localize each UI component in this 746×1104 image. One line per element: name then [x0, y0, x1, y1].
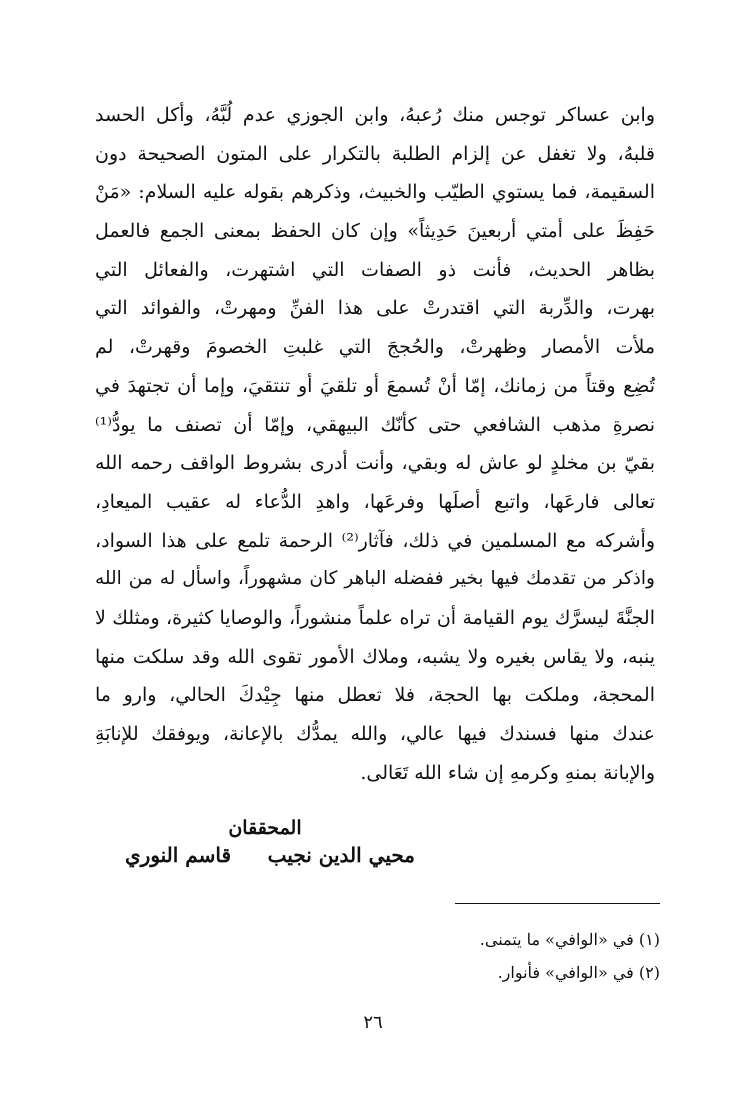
footnote-divider [455, 903, 660, 904]
text-line: بقيّ بن مخلدٍ لو عاش له وبقي، وأنت أدرى بشروط الواقف رحمه الله [95, 452, 655, 475]
editor-name: قاسم النوري [125, 843, 232, 867]
editor-name: محيي الدين نجيب [267, 843, 415, 867]
text-line: واذكر من تقدمك فيها بخير ففضله الباهر كان مشهوراً، واسأل له من الله [95, 568, 655, 590]
text-line: وأشركه مع المسلمين في ذلك، فآثار⁽²⁾ الرحمة تلمع على هذا السواد، [95, 529, 656, 552]
text-line: وابن عساكر توجس منك رُعبهُ، وابن الجوزي عدم لُبَّهُ، وأكل الحسد [95, 104, 655, 126]
signature-names [125, 843, 415, 867]
footnotes [320, 923, 660, 989]
text-line: تُضِع وقتاً من زمانك، إمّا أنْ تُسمعَ أو تلقيَ أو تنتقيَ، وإما أن تجتهدَ في [95, 374, 655, 397]
text-line: نصرةِ مذهب الشافعي حتى كأنّك البيهقي، وإمّا أن تصنف ما يودُّ⁽¹⁾ [95, 413, 655, 436]
text-line: والإبانة بمنهِ وكرمهِ إن شاء الله تَعَالى. [360, 761, 655, 784]
text-line: ينبه، ولا يقاس بغيره ولا يشبه، وملاك الأمور تقوى الله وقد سلكت منها [95, 645, 655, 668]
text-line: بهرت، والدِّربة التي اقتدرتْ على هذا الفنِّ ومهرتْ، والفوائد التي [95, 297, 655, 320]
text-line: عندك منها فسندك فيها عالي، والله يمدُّك بالإعانة، ويوفقك للإنابَةِ [95, 723, 655, 745]
text-line: السقيمة، فما يستوي الطيّب والخبيث، وذكرهم بقوله عليه السلام: «مَنْ [95, 181, 655, 204]
text-line: حَفِظَ على أمتي أربعينَ حَدِيثاً» وإن كان الحفظ بمعنى الجمع فالعمل [95, 220, 655, 243]
footnote: (٢) في «الوافي» فأنوار. [497, 963, 660, 982]
text-line: تعالى فارعَها، واتبع أصلَها وفرعَها، واهدِ الدُّعاء له عقيب الميعادِ، [95, 490, 655, 513]
signature-title: المحققان [228, 817, 302, 839]
main-paragraph [95, 96, 655, 792]
footnote: (١) في «الوافي» ما يتمنى. [479, 930, 660, 949]
text-line: ملأت الأمصار وظهرتْ، والحُججَ التي غلبتِ الخصومَ وقهرتْ، لم [95, 336, 655, 359]
page-number: ٢٦ [363, 1012, 383, 1033]
text-line: الجنَّةَ ليسرَّك يوم القيامة أن تراه علماً منشوراً، والوصايا كثيرة، ومثلك لا [95, 606, 655, 629]
text-line: المحجة، وملكت بها الحجة، فلا تعطل منها جِيْدكَ الحالي، وارو ما [95, 684, 655, 707]
text-line: بظاهر الحديث، فأنت ذو الصفات التي اشتهرت، والفعائل التي [95, 258, 655, 281]
text-line: قلبهُ، ولا تغفل عن إلزام الطلبة بالتكرار على المتون الصحيحة دون [95, 142, 655, 165]
